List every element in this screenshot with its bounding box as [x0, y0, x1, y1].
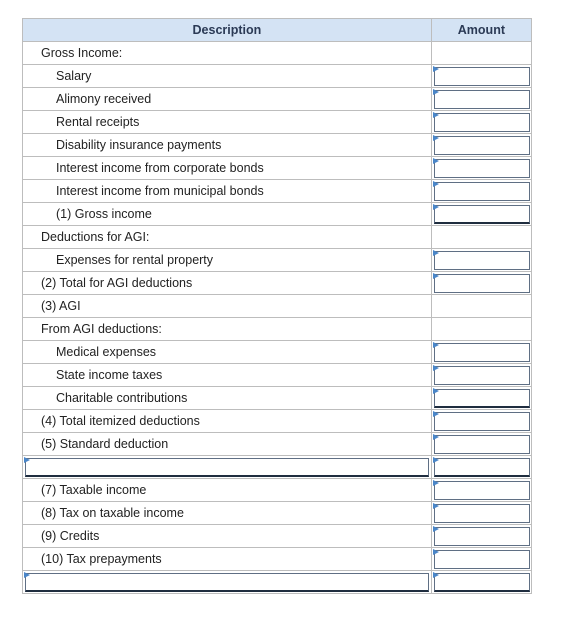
row-label: (3) AGI [23, 295, 432, 318]
row-label: Charitable contributions [23, 387, 432, 410]
table-row [23, 525, 532, 548]
tax-worksheet-table [22, 18, 532, 594]
amount-input[interactable] [434, 527, 530, 546]
amount-input[interactable] [434, 458, 530, 477]
table-row [23, 226, 532, 249]
table-row [23, 88, 532, 111]
amount-cell[interactable] [431, 502, 531, 525]
amount-input[interactable] [434, 159, 530, 178]
dropdown-marker-icon [433, 135, 439, 141]
dropdown-marker-icon [433, 411, 439, 417]
dropdown-marker-icon [433, 503, 439, 509]
dropdown-marker-icon [433, 181, 439, 187]
amount-input[interactable] [434, 389, 530, 408]
table-row [23, 364, 532, 387]
description-header: Description [23, 19, 432, 42]
row-label: (8) Tax on taxable income [23, 502, 432, 525]
amount-cell[interactable] [431, 433, 531, 456]
dropdown-marker-icon [433, 365, 439, 371]
description-input-cell[interactable] [23, 456, 432, 479]
amount-cell[interactable] [431, 364, 531, 387]
amount-cell[interactable] [431, 65, 531, 88]
table-row [23, 433, 532, 456]
description-input-cell[interactable] [23, 571, 432, 594]
amount-input[interactable] [434, 274, 530, 293]
amount-cell[interactable] [431, 111, 531, 134]
dropdown-marker-icon [433, 457, 439, 463]
amount-input[interactable] [434, 90, 530, 109]
amount-input[interactable] [434, 435, 530, 454]
table-row [23, 479, 532, 502]
amount-cell[interactable] [431, 571, 531, 594]
table-row [23, 318, 532, 341]
amount-input[interactable] [434, 67, 530, 86]
dropdown-marker-icon [24, 572, 30, 578]
table-row [23, 157, 532, 180]
amount-input[interactable] [434, 205, 530, 224]
row-label: Expenses for rental property [23, 249, 432, 272]
dropdown-marker-icon [433, 572, 439, 578]
amount-cell[interactable] [431, 203, 531, 226]
amount-cell[interactable] [431, 548, 531, 571]
amount-cell[interactable] [431, 180, 531, 203]
table-row [23, 387, 532, 410]
table-row [23, 502, 532, 525]
amount-input[interactable] [434, 481, 530, 500]
row-label: Interest income from corporate bonds [23, 157, 432, 180]
row-label: (10) Tax prepayments [23, 548, 432, 571]
amount-input[interactable] [434, 366, 530, 385]
amount-header: Amount [431, 19, 531, 42]
dropdown-marker-icon [433, 526, 439, 532]
row-label: (5) Standard deduction [23, 433, 432, 456]
row-label: (4) Total itemized deductions [23, 410, 432, 433]
amount-input[interactable] [434, 343, 530, 362]
row-label: (9) Credits [23, 525, 432, 548]
table-row [23, 295, 532, 318]
amount-input[interactable] [434, 251, 530, 270]
amount-cell[interactable] [431, 387, 531, 410]
amount-input[interactable] [434, 182, 530, 201]
row-label: Salary [23, 65, 432, 88]
amount-cell [431, 318, 531, 341]
dropdown-marker-icon [433, 480, 439, 486]
amount-input[interactable] [434, 573, 530, 592]
amount-cell[interactable] [431, 157, 531, 180]
amount-cell[interactable] [431, 134, 531, 157]
amount-cell[interactable] [431, 249, 531, 272]
amount-input[interactable] [434, 504, 530, 523]
dropdown-marker-icon [433, 434, 439, 440]
row-label: Disability insurance payments [23, 134, 432, 157]
row-label: Rental receipts [23, 111, 432, 134]
amount-input[interactable] [434, 412, 530, 431]
dropdown-marker-icon [433, 204, 439, 210]
dropdown-marker-icon [433, 112, 439, 118]
amount-cell[interactable] [431, 272, 531, 295]
description-input[interactable] [25, 458, 429, 477]
row-label: State income taxes [23, 364, 432, 387]
amount-cell [431, 295, 531, 318]
row-label: (7) Taxable income [23, 479, 432, 502]
table-header-row [23, 19, 532, 42]
dropdown-marker-icon [433, 273, 439, 279]
dropdown-marker-icon [433, 250, 439, 256]
table-row [23, 571, 532, 594]
amount-cell[interactable] [431, 88, 531, 111]
table-row [23, 410, 532, 433]
table-row [23, 249, 532, 272]
table-row [23, 111, 532, 134]
table-row [23, 456, 532, 479]
table-row [23, 180, 532, 203]
row-label: (2) Total for AGI deductions [23, 272, 432, 295]
dropdown-marker-icon [433, 549, 439, 555]
amount-input[interactable] [434, 113, 530, 132]
amount-cell[interactable] [431, 341, 531, 364]
table-row [23, 341, 532, 364]
row-label: Medical expenses [23, 341, 432, 364]
dropdown-marker-icon [433, 89, 439, 95]
dropdown-marker-icon [433, 388, 439, 394]
table-row [23, 548, 532, 571]
table-row [23, 203, 532, 226]
amount-cell [431, 42, 531, 65]
amount-cell[interactable] [431, 410, 531, 433]
row-label: Deductions for AGI: [23, 226, 432, 249]
dropdown-marker-icon [24, 457, 30, 463]
row-label: (1) Gross income [23, 203, 432, 226]
dropdown-marker-icon [433, 158, 439, 164]
amount-input[interactable] [434, 550, 530, 569]
table-row [23, 272, 532, 295]
amount-cell [431, 226, 531, 249]
dropdown-marker-icon [433, 66, 439, 72]
amount-input[interactable] [434, 136, 530, 155]
description-input[interactable] [25, 573, 429, 592]
amount-cell[interactable] [431, 479, 531, 502]
amount-cell[interactable] [431, 525, 531, 548]
dropdown-marker-icon [433, 342, 439, 348]
amount-cell[interactable] [431, 456, 531, 479]
table-row [23, 42, 532, 65]
row-label: Alimony received [23, 88, 432, 111]
table-row [23, 65, 532, 88]
row-label: From AGI deductions: [23, 318, 432, 341]
row-label: Interest income from municipal bonds [23, 180, 432, 203]
table-row [23, 134, 532, 157]
row-label: Gross Income: [23, 42, 432, 65]
